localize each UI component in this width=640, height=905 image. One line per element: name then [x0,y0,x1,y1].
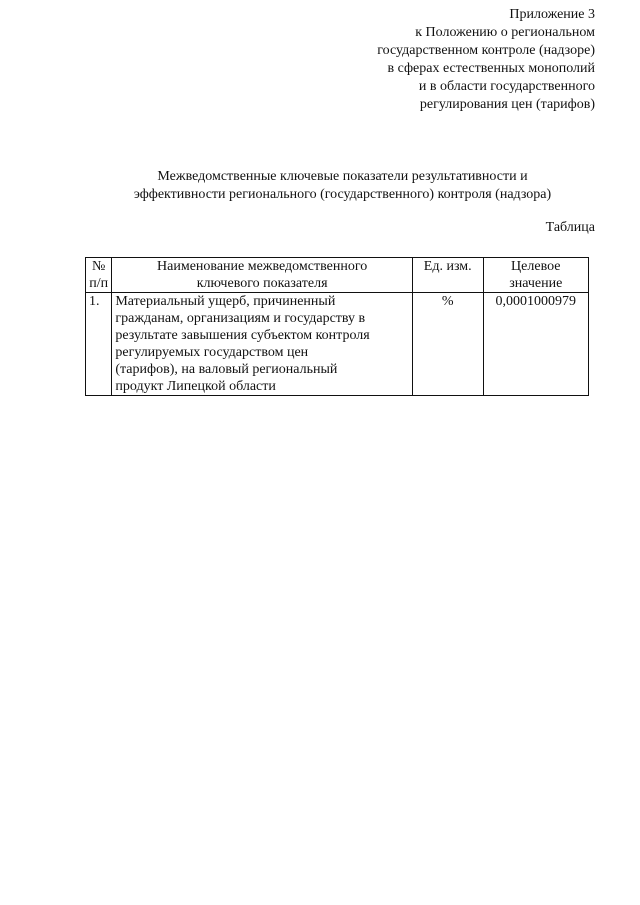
cell-target: 0,0001000979 [483,293,588,396]
header-target-line: Целевое [511,259,561,274]
header-num-line: п/п [89,276,109,291]
document-title-line: Межведомственные ключевые показатели результативности и [157,169,528,184]
appendix-header [377,6,595,114]
appendix-line: в сферах естественных монополий [387,61,595,76]
cell-unit: % [412,293,483,396]
header-target-line: значение [509,276,563,291]
cell-name-line: гражданам, организациям и государству в [115,311,366,326]
header-target [483,258,588,293]
header-name-line: Наименование межведомственного [157,259,368,274]
cell-name [112,293,413,396]
header-unit-text: Ед. изм. [423,259,472,274]
cell-name-line: результате завышения субъектом контроля [115,328,370,343]
appendix-line: и в области государственного [418,79,595,94]
kpi-table [85,257,589,396]
cell-name-line: регулируемых государством цен [115,345,309,360]
document-title-line: эффективности регионального (государственного) контроля (надзора) [133,187,552,202]
header-num [86,258,112,293]
table-row [86,293,589,396]
cell-name-line: Материальный ущерб, причиненный [115,294,336,309]
cell-name-line: (тарифов), на валовый региональный [115,362,338,377]
appendix-line: Приложение 3 [509,7,595,22]
appendix-line: государственном контроле (надзоре) [377,43,595,58]
appendix-line: к Положению о региональном [415,25,595,40]
table-label: Таблица [545,220,595,235]
header-num-line: № [92,259,106,274]
cell-name-line: продукт Липецкой области [115,379,276,394]
appendix-line: регулирования цен (тарифов) [419,97,595,112]
cell-num: 1. [86,293,112,396]
header-name [112,258,413,293]
document-title [0,168,640,204]
header-name-line: ключевого показателя [196,276,328,291]
table-header-row [86,258,589,293]
header-unit [412,258,483,293]
